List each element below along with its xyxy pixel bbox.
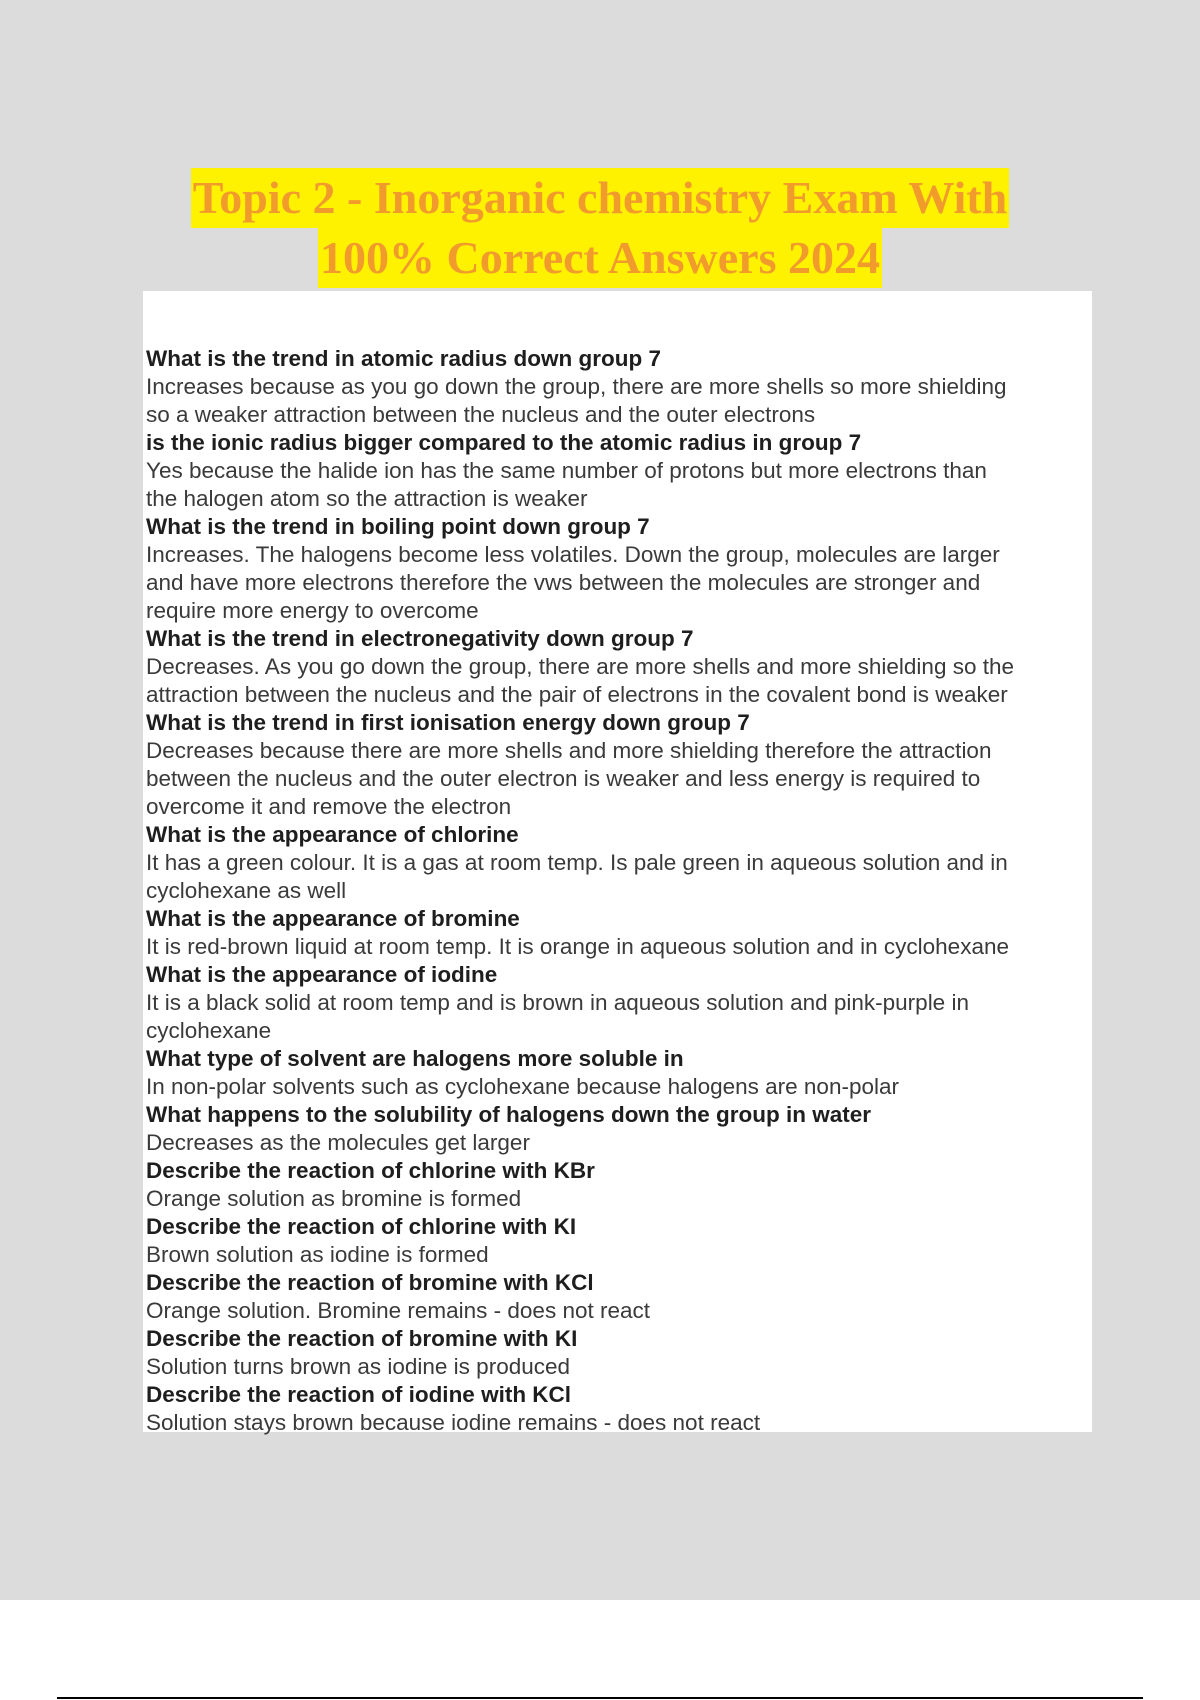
- answer-line: Solution stays brown because iodine remains - does not react: [146, 1410, 761, 1435]
- question-text: Describe the reaction of chlorine with KI: [146, 1214, 577, 1239]
- title-line-1: Topic 2 - Inorganic chemistry Exam With: [191, 168, 1009, 228]
- answer-line: It has a green colour. It is a gas at room temp. Is pale green in aqueous solution and in: [146, 850, 1008, 875]
- question-text: What is the appearance of chlorine: [146, 822, 519, 847]
- question-text: What is the appearance of bromine: [146, 906, 520, 931]
- question-text: What type of solvent are halogens more soluble in: [146, 1046, 684, 1071]
- qa-list: [146, 345, 1092, 1437]
- title-line-2: 100% Correct Answers 2024: [318, 228, 882, 288]
- answer-line: Decreases because there are more shells and more shielding therefore the attraction: [146, 738, 992, 763]
- question-text: is the ionic radius bigger compared to the atomic radius in group 7: [146, 430, 862, 455]
- answer-line: between the nucleus and the outer electron is weaker and less energy is required to: [146, 766, 981, 791]
- answer-line: Decreases as the molecules get larger: [146, 1130, 530, 1155]
- answer-line: Orange solution as bromine is formed: [146, 1186, 522, 1211]
- question-text: Describe the reaction of chlorine with KBr: [146, 1158, 595, 1183]
- question-text: What is the trend in atomic radius down group 7: [146, 346, 662, 371]
- answer-line: Increases because as you go down the group, there are more shells so more shielding: [146, 374, 1007, 399]
- question-text: What is the appearance of iodine: [146, 962, 498, 987]
- answer-line: attraction between the nucleus and the pair of electrons in the covalent bond is weaker: [146, 682, 1008, 707]
- question-text: Describe the reaction of iodine with KCl: [146, 1382, 572, 1407]
- answer-line: Decreases. As you go down the group, there are more shells and more shielding so the: [146, 654, 1014, 679]
- question-text: What is the trend in first ionisation energy down group 7: [146, 710, 750, 735]
- footer-divider: [57, 1697, 1143, 1699]
- answer-line: so a weaker attraction between the nucleus and the outer electrons: [146, 402, 816, 427]
- content-box: [143, 291, 1092, 1435]
- answer-line: Increases. The halogens become less volatiles. Down the group, molecules are larger: [146, 542, 1000, 567]
- answer-line: and have more electrons therefore the vws between the molecules are stronger and: [146, 570, 981, 595]
- answer-line: It is red-brown liquid at room temp. It is orange in aqueous solution and in cyclohexane: [146, 934, 1009, 959]
- question-text: What is the trend in electronegativity down group 7: [146, 626, 694, 651]
- answer-line: It is a black solid at room temp and is brown in aqueous solution and pink-purple in: [146, 990, 969, 1015]
- answer-line: the halogen atom so the attraction is weaker: [146, 486, 588, 511]
- answer-line: Solution turns brown as iodine is produced: [146, 1354, 571, 1379]
- answer-line: cyclohexane: [146, 1018, 272, 1043]
- answer-line: Yes because the halide ion has the same number of protons but more electrons than: [146, 458, 987, 483]
- answer-line: cyclohexane as well: [146, 878, 347, 903]
- answer-line: require more energy to overcome: [146, 598, 479, 623]
- answer-line: Brown solution as iodine is formed: [146, 1242, 489, 1267]
- question-text: Describe the reaction of bromine with KI: [146, 1326, 578, 1351]
- answer-line: overcome it and remove the electron: [146, 794, 512, 819]
- question-text: Describe the reaction of bromine with KCl: [146, 1270, 594, 1295]
- answer-line: In non-polar solvents such as cyclohexane because halogens are non-polar: [146, 1074, 899, 1099]
- question-text: What happens to the solubility of halogens down the group in water: [146, 1102, 871, 1127]
- question-text: What is the trend in boiling point down group 7: [146, 514, 650, 539]
- answer-line: Orange solution. Bromine remains - does not react: [146, 1298, 650, 1323]
- document-title: [0, 168, 1200, 288]
